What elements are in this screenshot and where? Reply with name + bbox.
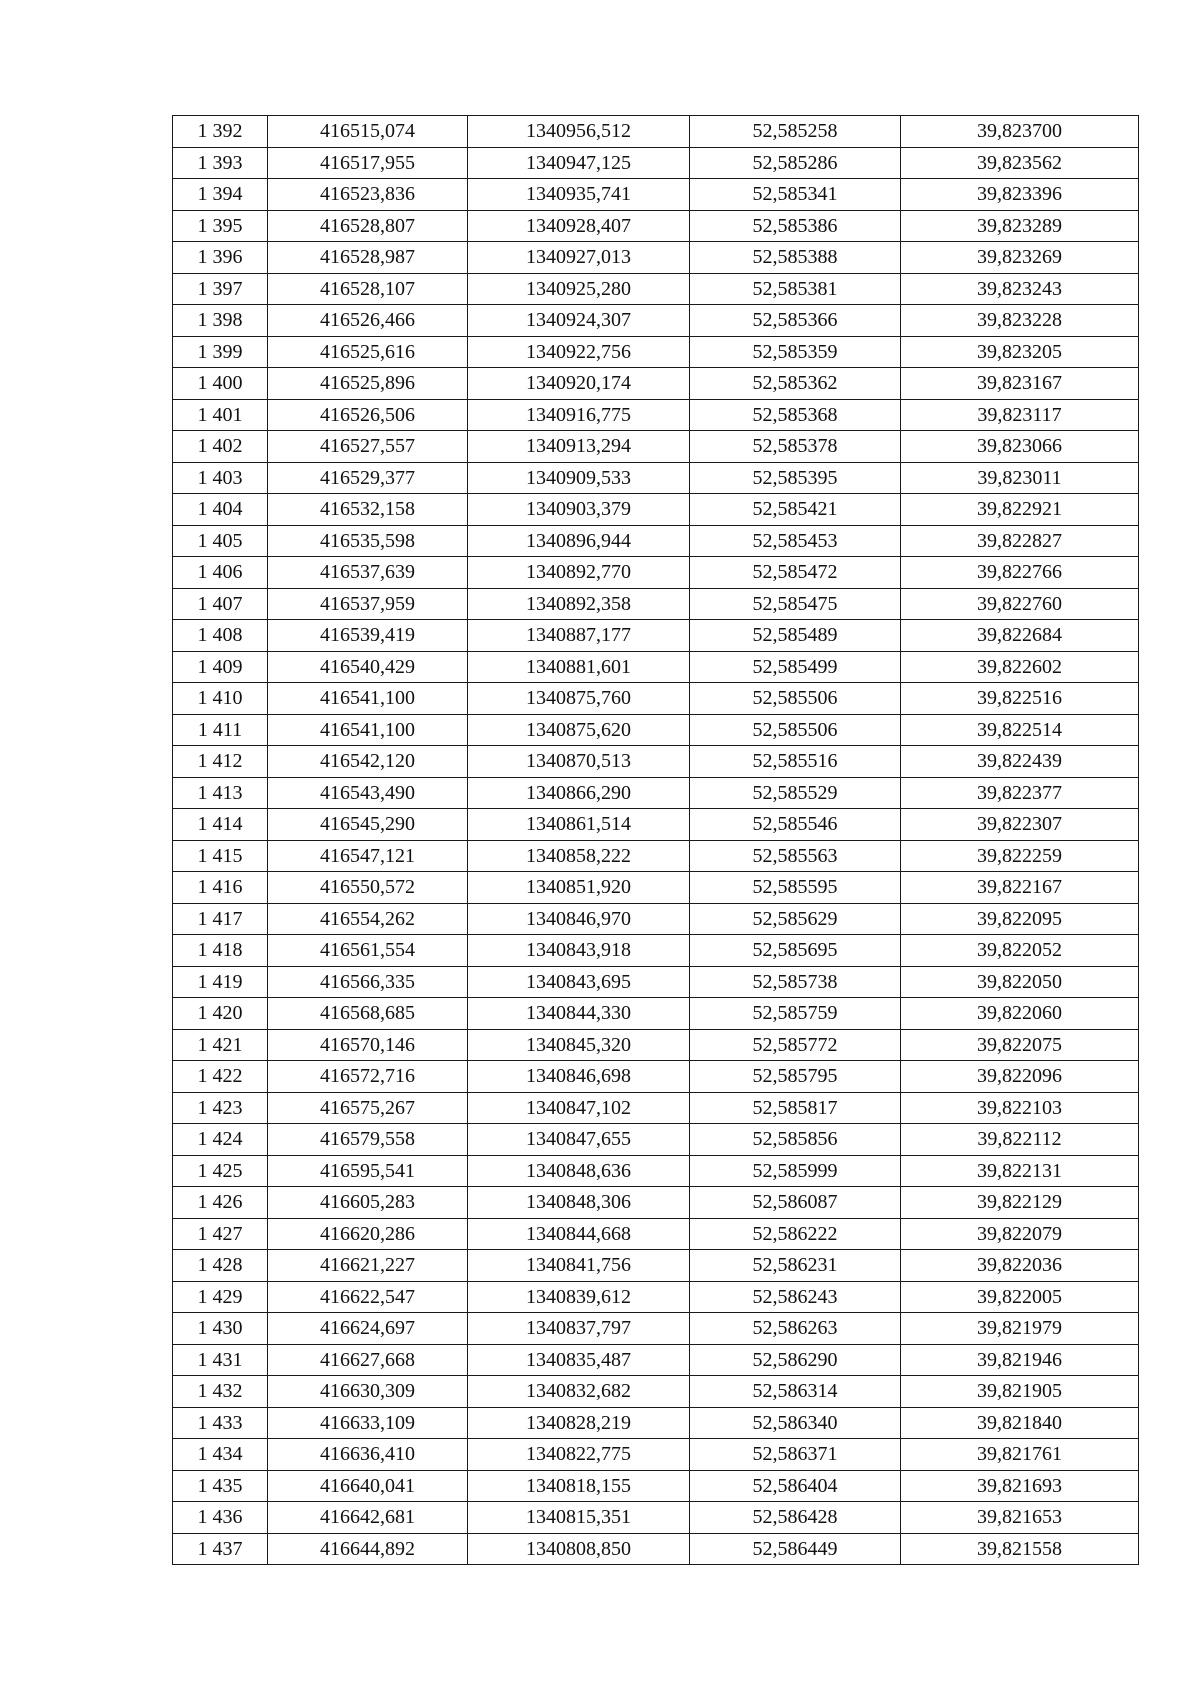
table-row <box>173 336 1139 368</box>
latitude-cell: 52,585362 <box>690 368 901 400</box>
longitude-cell: 39,823562 <box>901 147 1139 179</box>
y-coordinate-cell: 1340881,601 <box>468 651 690 683</box>
point-number-cell: 1 404 <box>173 494 268 526</box>
table-row <box>173 1187 1139 1219</box>
table-row <box>173 777 1139 809</box>
y-coordinate-cell: 1340896,944 <box>468 525 690 557</box>
longitude-cell: 39,823243 <box>901 273 1139 305</box>
table-row <box>173 1250 1139 1282</box>
point-number-cell: 1 418 <box>173 935 268 967</box>
table-row <box>173 683 1139 715</box>
y-coordinate-cell: 1340844,330 <box>468 998 690 1030</box>
longitude-cell: 39,821905 <box>901 1376 1139 1408</box>
point-number-cell: 1 420 <box>173 998 268 1030</box>
point-number-cell: 1 421 <box>173 1029 268 1061</box>
latitude-cell: 52,586371 <box>690 1439 901 1471</box>
longitude-cell: 39,821840 <box>901 1407 1139 1439</box>
longitude-cell: 39,822439 <box>901 746 1139 778</box>
latitude-cell: 52,585546 <box>690 809 901 841</box>
x-coordinate-cell: 416545,290 <box>268 809 468 841</box>
point-number-cell: 1 396 <box>173 242 268 274</box>
table-row <box>173 840 1139 872</box>
x-coordinate-cell: 416535,598 <box>268 525 468 557</box>
x-coordinate-cell: 416644,892 <box>268 1533 468 1565</box>
latitude-cell: 52,585366 <box>690 305 901 337</box>
y-coordinate-cell: 1340920,174 <box>468 368 690 400</box>
table-row <box>173 116 1139 148</box>
point-number-cell: 1 428 <box>173 1250 268 1282</box>
table-row <box>173 462 1139 494</box>
latitude-cell: 52,585286 <box>690 147 901 179</box>
y-coordinate-cell: 1340808,850 <box>468 1533 690 1565</box>
point-number-cell: 1 434 <box>173 1439 268 1471</box>
longitude-cell: 39,822129 <box>901 1187 1139 1219</box>
latitude-cell: 52,585595 <box>690 872 901 904</box>
longitude-cell: 39,822050 <box>901 966 1139 998</box>
y-coordinate-cell: 1340845,320 <box>468 1029 690 1061</box>
y-coordinate-cell: 1340815,351 <box>468 1502 690 1534</box>
latitude-cell: 52,585499 <box>690 651 901 683</box>
point-number-cell: 1 417 <box>173 903 268 935</box>
y-coordinate-cell: 1340828,219 <box>468 1407 690 1439</box>
longitude-cell: 39,823269 <box>901 242 1139 274</box>
y-coordinate-cell: 1340822,775 <box>468 1439 690 1471</box>
y-coordinate-cell: 1340846,970 <box>468 903 690 935</box>
x-coordinate-cell: 416566,335 <box>268 966 468 998</box>
y-coordinate-cell: 1340843,695 <box>468 966 690 998</box>
longitude-cell: 39,823289 <box>901 210 1139 242</box>
table-row <box>173 210 1139 242</box>
longitude-cell: 39,822103 <box>901 1092 1139 1124</box>
longitude-cell: 39,822921 <box>901 494 1139 526</box>
table-row <box>173 1533 1139 1565</box>
longitude-cell: 39,822095 <box>901 903 1139 935</box>
table-row <box>173 1502 1139 1534</box>
point-number-cell: 1 413 <box>173 777 268 809</box>
x-coordinate-cell: 416550,572 <box>268 872 468 904</box>
x-coordinate-cell: 416640,041 <box>268 1470 468 1502</box>
latitude-cell: 52,585506 <box>690 683 901 715</box>
table-row <box>173 525 1139 557</box>
table-row <box>173 746 1139 778</box>
longitude-cell: 39,822760 <box>901 588 1139 620</box>
table-row <box>173 966 1139 998</box>
point-number-cell: 1 399 <box>173 336 268 368</box>
table-row <box>173 494 1139 526</box>
longitude-cell: 39,823205 <box>901 336 1139 368</box>
point-number-cell: 1 433 <box>173 1407 268 1439</box>
latitude-cell: 52,585529 <box>690 777 901 809</box>
latitude-cell: 52,585506 <box>690 714 901 746</box>
table-row <box>173 1155 1139 1187</box>
table-row <box>173 1061 1139 1093</box>
table-row <box>173 147 1139 179</box>
longitude-cell: 39,823011 <box>901 462 1139 494</box>
x-coordinate-cell: 416633,109 <box>268 1407 468 1439</box>
x-coordinate-cell: 416527,557 <box>268 431 468 463</box>
table-row <box>173 557 1139 589</box>
x-coordinate-cell: 416539,419 <box>268 620 468 652</box>
point-number-cell: 1 426 <box>173 1187 268 1219</box>
y-coordinate-cell: 1340875,760 <box>468 683 690 715</box>
x-coordinate-cell: 416627,668 <box>268 1344 468 1376</box>
x-coordinate-cell: 416529,377 <box>268 462 468 494</box>
x-coordinate-cell: 416532,158 <box>268 494 468 526</box>
latitude-cell: 52,585368 <box>690 399 901 431</box>
x-coordinate-cell: 416542,120 <box>268 746 468 778</box>
point-number-cell: 1 400 <box>173 368 268 400</box>
table-row <box>173 1029 1139 1061</box>
y-coordinate-cell: 1340947,125 <box>468 147 690 179</box>
longitude-cell: 39,823228 <box>901 305 1139 337</box>
point-number-cell: 1 403 <box>173 462 268 494</box>
longitude-cell: 39,821693 <box>901 1470 1139 1502</box>
y-coordinate-cell: 1340832,682 <box>468 1376 690 1408</box>
longitude-cell: 39,822377 <box>901 777 1139 809</box>
latitude-cell: 52,585738 <box>690 966 901 998</box>
latitude-cell: 52,585258 <box>690 116 901 148</box>
y-coordinate-cell: 1340861,514 <box>468 809 690 841</box>
latitude-cell: 52,585817 <box>690 1092 901 1124</box>
y-coordinate-cell: 1340928,407 <box>468 210 690 242</box>
x-coordinate-cell: 416543,490 <box>268 777 468 809</box>
point-number-cell: 1 419 <box>173 966 268 998</box>
y-coordinate-cell: 1340903,379 <box>468 494 690 526</box>
table-row <box>173 1281 1139 1313</box>
latitude-cell: 52,585772 <box>690 1029 901 1061</box>
point-number-cell: 1 425 <box>173 1155 268 1187</box>
x-coordinate-cell: 416575,267 <box>268 1092 468 1124</box>
y-coordinate-cell: 1340848,636 <box>468 1155 690 1187</box>
y-coordinate-cell: 1340870,513 <box>468 746 690 778</box>
latitude-cell: 52,585629 <box>690 903 901 935</box>
longitude-cell: 39,822307 <box>901 809 1139 841</box>
y-coordinate-cell: 1340818,155 <box>468 1470 690 1502</box>
longitude-cell: 39,822684 <box>901 620 1139 652</box>
y-coordinate-cell: 1340841,756 <box>468 1250 690 1282</box>
longitude-cell: 39,822112 <box>901 1124 1139 1156</box>
x-coordinate-cell: 416568,685 <box>268 998 468 1030</box>
table-row <box>173 305 1139 337</box>
latitude-cell: 52,585381 <box>690 273 901 305</box>
table-row <box>173 903 1139 935</box>
point-number-cell: 1 412 <box>173 746 268 778</box>
longitude-cell: 39,823066 <box>901 431 1139 463</box>
latitude-cell: 52,585421 <box>690 494 901 526</box>
table-row <box>173 368 1139 400</box>
point-number-cell: 1 429 <box>173 1281 268 1313</box>
latitude-cell: 52,585472 <box>690 557 901 589</box>
x-coordinate-cell: 416554,262 <box>268 903 468 935</box>
point-number-cell: 1 427 <box>173 1218 268 1250</box>
coordinates-table-body <box>173 116 1139 1565</box>
latitude-cell: 52,586222 <box>690 1218 901 1250</box>
x-coordinate-cell: 416540,429 <box>268 651 468 683</box>
y-coordinate-cell: 1340887,177 <box>468 620 690 652</box>
latitude-cell: 52,585395 <box>690 462 901 494</box>
x-coordinate-cell: 416561,554 <box>268 935 468 967</box>
point-number-cell: 1 414 <box>173 809 268 841</box>
point-number-cell: 1 424 <box>173 1124 268 1156</box>
y-coordinate-cell: 1340848,306 <box>468 1187 690 1219</box>
point-number-cell: 1 398 <box>173 305 268 337</box>
x-coordinate-cell: 416523,836 <box>268 179 468 211</box>
table-row <box>173 1470 1139 1502</box>
longitude-cell: 39,822766 <box>901 557 1139 589</box>
longitude-cell: 39,822096 <box>901 1061 1139 1093</box>
y-coordinate-cell: 1340847,102 <box>468 1092 690 1124</box>
x-coordinate-cell: 416636,410 <box>268 1439 468 1471</box>
table-row <box>173 872 1139 904</box>
latitude-cell: 52,586428 <box>690 1502 901 1534</box>
y-coordinate-cell: 1340925,280 <box>468 273 690 305</box>
longitude-cell: 39,822036 <box>901 1250 1139 1282</box>
x-coordinate-cell: 416541,100 <box>268 683 468 715</box>
latitude-cell: 52,585475 <box>690 588 901 620</box>
table-row <box>173 998 1139 1030</box>
y-coordinate-cell: 1340866,290 <box>468 777 690 809</box>
latitude-cell: 52,586340 <box>690 1407 901 1439</box>
table-row <box>173 714 1139 746</box>
latitude-cell: 52,585695 <box>690 935 901 967</box>
point-number-cell: 1 397 <box>173 273 268 305</box>
point-number-cell: 1 393 <box>173 147 268 179</box>
x-coordinate-cell: 416528,807 <box>268 210 468 242</box>
latitude-cell: 52,585999 <box>690 1155 901 1187</box>
y-coordinate-cell: 1340927,013 <box>468 242 690 274</box>
table-row <box>173 620 1139 652</box>
table-row <box>173 651 1139 683</box>
y-coordinate-cell: 1340892,358 <box>468 588 690 620</box>
latitude-cell: 52,585453 <box>690 525 901 557</box>
x-coordinate-cell: 416526,466 <box>268 305 468 337</box>
point-number-cell: 1 402 <box>173 431 268 463</box>
longitude-cell: 39,822075 <box>901 1029 1139 1061</box>
y-coordinate-cell: 1340892,770 <box>468 557 690 589</box>
y-coordinate-cell: 1340913,294 <box>468 431 690 463</box>
point-number-cell: 1 423 <box>173 1092 268 1124</box>
x-coordinate-cell: 416572,716 <box>268 1061 468 1093</box>
latitude-cell: 52,585563 <box>690 840 901 872</box>
point-number-cell: 1 405 <box>173 525 268 557</box>
point-number-cell: 1 416 <box>173 872 268 904</box>
longitude-cell: 39,823396 <box>901 179 1139 211</box>
x-coordinate-cell: 416570,146 <box>268 1029 468 1061</box>
table-row <box>173 431 1139 463</box>
y-coordinate-cell: 1340909,533 <box>468 462 690 494</box>
y-coordinate-cell: 1340835,487 <box>468 1344 690 1376</box>
x-coordinate-cell: 416622,547 <box>268 1281 468 1313</box>
x-coordinate-cell: 416547,121 <box>268 840 468 872</box>
point-number-cell: 1 395 <box>173 210 268 242</box>
x-coordinate-cell: 416541,100 <box>268 714 468 746</box>
x-coordinate-cell: 416620,286 <box>268 1218 468 1250</box>
y-coordinate-cell: 1340844,668 <box>468 1218 690 1250</box>
x-coordinate-cell: 416605,283 <box>268 1187 468 1219</box>
table-row <box>173 809 1139 841</box>
point-number-cell: 1 410 <box>173 683 268 715</box>
x-coordinate-cell: 416621,227 <box>268 1250 468 1282</box>
longitude-cell: 39,822167 <box>901 872 1139 904</box>
longitude-cell: 39,821653 <box>901 1502 1139 1534</box>
latitude-cell: 52,586314 <box>690 1376 901 1408</box>
y-coordinate-cell: 1340916,775 <box>468 399 690 431</box>
table-row <box>173 179 1139 211</box>
longitude-cell: 39,821761 <box>901 1439 1139 1471</box>
latitude-cell: 52,586449 <box>690 1533 901 1565</box>
table-row <box>173 1407 1139 1439</box>
table-row <box>173 588 1139 620</box>
y-coordinate-cell: 1340875,620 <box>468 714 690 746</box>
table-row <box>173 273 1139 305</box>
x-coordinate-cell: 416630,309 <box>268 1376 468 1408</box>
x-coordinate-cell: 416642,681 <box>268 1502 468 1534</box>
longitude-cell: 39,823117 <box>901 399 1139 431</box>
latitude-cell: 52,585341 <box>690 179 901 211</box>
x-coordinate-cell: 416528,987 <box>268 242 468 274</box>
longitude-cell: 39,821558 <box>901 1533 1139 1565</box>
x-coordinate-cell: 416525,616 <box>268 336 468 368</box>
y-coordinate-cell: 1340851,920 <box>468 872 690 904</box>
table-row <box>173 1439 1139 1471</box>
x-coordinate-cell: 416515,074 <box>268 116 468 148</box>
latitude-cell: 52,585759 <box>690 998 901 1030</box>
point-number-cell: 1 407 <box>173 588 268 620</box>
longitude-cell: 39,822060 <box>901 998 1139 1030</box>
longitude-cell: 39,822052 <box>901 935 1139 967</box>
longitude-cell: 39,822131 <box>901 1155 1139 1187</box>
latitude-cell: 52,585856 <box>690 1124 901 1156</box>
table-row <box>173 935 1139 967</box>
longitude-cell: 39,822005 <box>901 1281 1139 1313</box>
y-coordinate-cell: 1340956,512 <box>468 116 690 148</box>
point-number-cell: 1 437 <box>173 1533 268 1565</box>
point-number-cell: 1 435 <box>173 1470 268 1502</box>
longitude-cell: 39,822827 <box>901 525 1139 557</box>
point-number-cell: 1 431 <box>173 1344 268 1376</box>
latitude-cell: 52,585359 <box>690 336 901 368</box>
latitude-cell: 52,585378 <box>690 431 901 463</box>
x-coordinate-cell: 416517,955 <box>268 147 468 179</box>
x-coordinate-cell: 416528,107 <box>268 273 468 305</box>
longitude-cell: 39,822259 <box>901 840 1139 872</box>
point-number-cell: 1 406 <box>173 557 268 589</box>
latitude-cell: 52,585388 <box>690 242 901 274</box>
y-coordinate-cell: 1340843,918 <box>468 935 690 967</box>
latitude-cell: 52,586290 <box>690 1344 901 1376</box>
longitude-cell: 39,822514 <box>901 714 1139 746</box>
point-number-cell: 1 436 <box>173 1502 268 1534</box>
x-coordinate-cell: 416537,639 <box>268 557 468 589</box>
x-coordinate-cell: 416526,506 <box>268 399 468 431</box>
x-coordinate-cell: 416537,959 <box>268 588 468 620</box>
longitude-cell: 39,823167 <box>901 368 1139 400</box>
longitude-cell: 39,821979 <box>901 1313 1139 1345</box>
table-row <box>173 1124 1139 1156</box>
point-number-cell: 1 409 <box>173 651 268 683</box>
table-row <box>173 1218 1139 1250</box>
y-coordinate-cell: 1340839,612 <box>468 1281 690 1313</box>
point-number-cell: 1 392 <box>173 116 268 148</box>
coordinates-table <box>172 115 1139 1565</box>
longitude-cell: 39,822079 <box>901 1218 1139 1250</box>
y-coordinate-cell: 1340922,756 <box>468 336 690 368</box>
latitude-cell: 52,585489 <box>690 620 901 652</box>
point-number-cell: 1 430 <box>173 1313 268 1345</box>
point-number-cell: 1 408 <box>173 620 268 652</box>
table-row <box>173 242 1139 274</box>
longitude-cell: 39,821946 <box>901 1344 1139 1376</box>
latitude-cell: 52,586404 <box>690 1470 901 1502</box>
point-number-cell: 1 411 <box>173 714 268 746</box>
x-coordinate-cell: 416624,697 <box>268 1313 468 1345</box>
latitude-cell: 52,586231 <box>690 1250 901 1282</box>
point-number-cell: 1 422 <box>173 1061 268 1093</box>
point-number-cell: 1 415 <box>173 840 268 872</box>
latitude-cell: 52,585516 <box>690 746 901 778</box>
longitude-cell: 39,822602 <box>901 651 1139 683</box>
table-row <box>173 1313 1139 1345</box>
longitude-cell: 39,823700 <box>901 116 1139 148</box>
y-coordinate-cell: 1340858,222 <box>468 840 690 872</box>
table-row <box>173 1092 1139 1124</box>
point-number-cell: 1 432 <box>173 1376 268 1408</box>
latitude-cell: 52,586087 <box>690 1187 901 1219</box>
x-coordinate-cell: 416579,558 <box>268 1124 468 1156</box>
y-coordinate-cell: 1340846,698 <box>468 1061 690 1093</box>
longitude-cell: 39,822516 <box>901 683 1139 715</box>
point-number-cell: 1 394 <box>173 179 268 211</box>
y-coordinate-cell: 1340837,797 <box>468 1313 690 1345</box>
latitude-cell: 52,585386 <box>690 210 901 242</box>
y-coordinate-cell: 1340924,307 <box>468 305 690 337</box>
y-coordinate-cell: 1340935,741 <box>468 179 690 211</box>
x-coordinate-cell: 416525,896 <box>268 368 468 400</box>
latitude-cell: 52,586243 <box>690 1281 901 1313</box>
table-row <box>173 1376 1139 1408</box>
table-row <box>173 399 1139 431</box>
table-row <box>173 1344 1139 1376</box>
latitude-cell: 52,585795 <box>690 1061 901 1093</box>
x-coordinate-cell: 416595,541 <box>268 1155 468 1187</box>
point-number-cell: 1 401 <box>173 399 268 431</box>
y-coordinate-cell: 1340847,655 <box>468 1124 690 1156</box>
latitude-cell: 52,586263 <box>690 1313 901 1345</box>
